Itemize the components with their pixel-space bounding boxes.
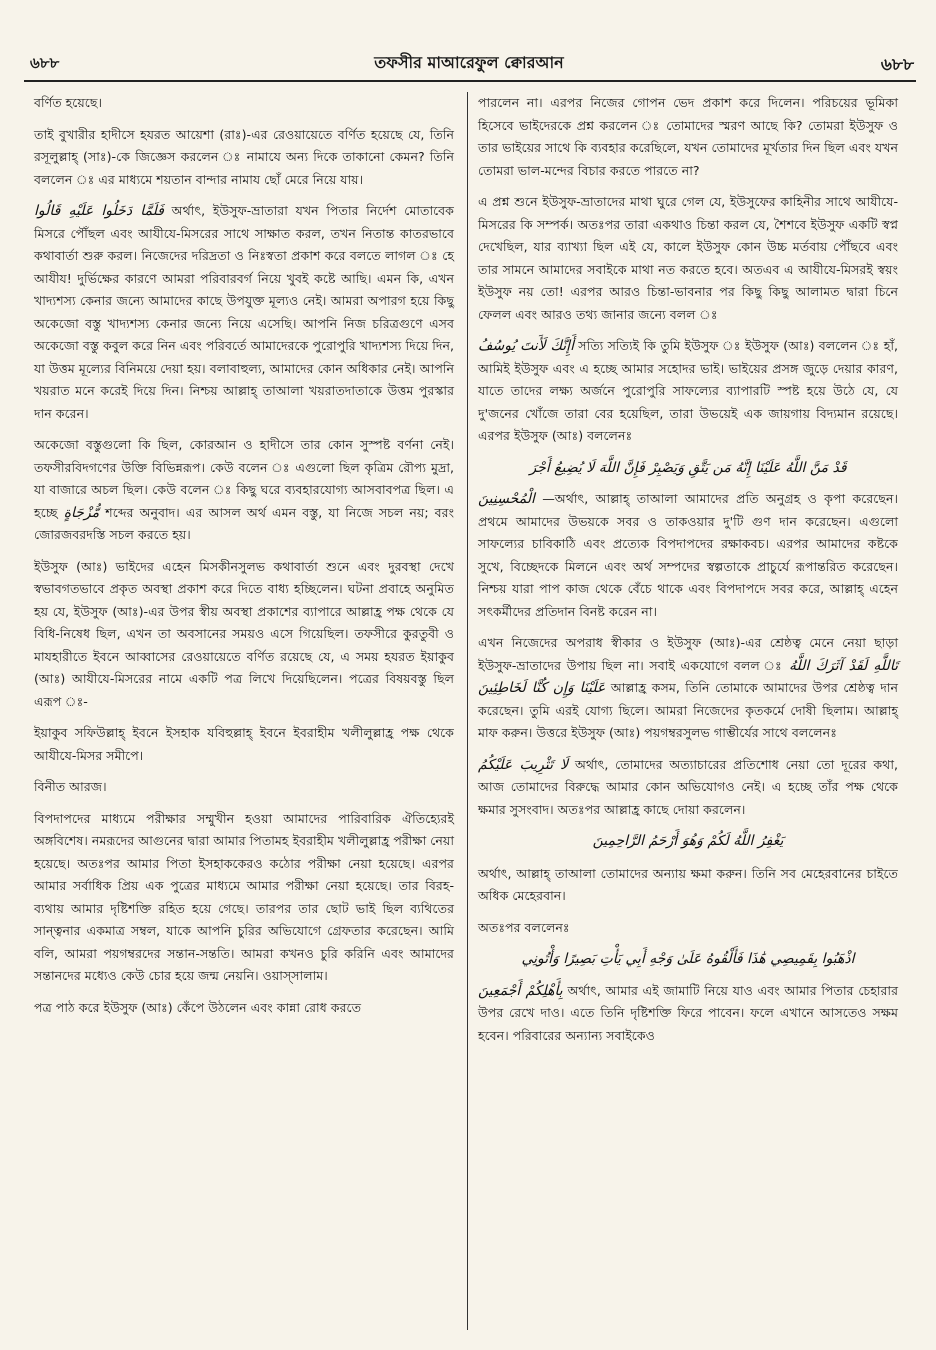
running-title: তফসীর মাআরেফুল ক্বোরআন (374, 53, 564, 72)
paragraph-text: শব্দের অনুবাদ। এর আসল অর্থ এমন বস্তু, যা নিজে সচল নয়; বরং জোরজবরদস্তি সচল করতে হয়। (34, 504, 454, 542)
arabic-verse: بِأَهْلِكُمْ أَجْمَعِينَ (478, 982, 563, 999)
paragraph: বিনীত আরজ। (34, 779, 107, 794)
paragraph: ইয়াকুব সফিউল্লাহ্ ইবনে ইসহাক যবিহুল্লাহ্ ইবনে ইবরাহীম খলীলুল্লাহ্র পক্ষ থেকে আযীযে-মিসর সমীপে। (34, 725, 454, 763)
paragraph: ইউসুফ (আঃ) ভাইদের এহেন মিসকীনসুলভ কথাবার্তা শুনে এবং দুরবস্থা দেখে স্বভাবগতভাবে প্রকৃত অবস্থা প্রকাশ করে দিতে বাধ্য হচ্ছিলেন। ঘটনা প্রবাহে অনুমিত হয় যে, ইউসুফ (আঃ)-এর উপর স্বীয় অবস্থা প্রকাশের ব্যাপারে আল্লাহ্র পক্ষ থেকে যে বিধি-নিষেধ ছিল, এখন তা অবসানের সময়ও এসে গিয়েছিল। তফসীরে কুরতুবী ও মাযহারীতে ইবনে আব্বাসের রেওয়ায়েতে বর্ণিত রয়েছে যে, এ সময় হযরত ইয়াকুব (আঃ) আযীযে-মিসরের নামে একটি পত্র লিখে দিয়েছিলেন। পত্রের বিষয়বস্তু ছিল এরূপ ঃ- (34, 558, 454, 709)
left-column (34, 92, 454, 1028)
paragraph-text: —অর্থাৎ, আল্লাহ্ তাআলা আমাদের প্রতি অনুগ্রহ ও কৃপা করেছেন। প্রথমে আমাদের উভয়কে সবর ও তাকওয়ার দু'টি গুণ দান করেছেন। এগুলো সাফল্যের চাবিকাঠি এবং প্রত্যেক বিপদাপদের রক্ষাকবচ। এরপর আমাদের কষ্টকে সুখে, বিচ্ছেদকে মিলনে এবং অর্থ সম্পদের স্বল্পতাকে প্রাচুর্যে রূপান্তরিত করেছেন। নিশ্চয় যারা পাপ কাজ থেকে বেঁচে থাকে এবং বিপদাপদে সবর করে, আল্লাহ্ এহেন সৎকর্মীদের প্রতিদান বিনষ্ট করেন না। (478, 491, 898, 619)
paragraph (34, 434, 454, 547)
paragraph: পত্র পাঠ করে ইউসুফ (আঃ) কেঁপে উঠলেন এবং কান্না রোধ করতে (34, 999, 362, 1015)
right-column (478, 92, 898, 1056)
paragraph-text: সত্যি সত্যিই কি তুমি ইউসুফ ঃ ইউসুফ (আঃ) বললেন ঃ হাঁ, আমিই ইউসুফ এবং এ হচ্ছে আমার সহোদর ভাই। ভাইয়ের প্রসঙ্গ জুড়ে দেয়ার কারণ, যাতে তাদের লক্ষ্য অর্জনে পুরোপুরি সাফল্যের ব্যাপারটি স্পষ্ট হয়ে উঠে যে, যে দু'জনের খোঁজে তারা বের হয়েছিল, তারা উভয়েই এক জায়গায় বিদ্যমান রয়েছে। এরপর ইউসুফ (আঃ) বললেনঃ (478, 338, 898, 443)
dua-line (478, 830, 898, 853)
arabic-verse: لَا تَثْرِيبَ عَلَيْكُمُ (478, 756, 569, 773)
paragraph (478, 335, 898, 448)
paragraph: বর্ণিত হয়েছে। (34, 95, 102, 110)
paragraph-text: অর্থাৎ, তোমাদের অত্যাচারের প্রতিশোধ নেয়া তো দূরের কথা, আজ তোমাদের বিরুদ্ধে আমার কোন অভিযোগও নেই। এ হচ্ছে তাঁর পক্ষ থেকে ক্ষমার সুসংবাদ। অতঃপর আল্লাহ্র কাছে দোয়া করলেন। (478, 756, 898, 817)
arabic-verse: الْمُحْسِنِينَ (478, 491, 535, 507)
paragraph: পারলেন না। এরপর নিজের গোপন ভেদ প্রকাশ করে দিলেন। পরিচয়ের ভূমিকা হিসেবে ভাইদেরকে প্রশ্ন করলেন ঃ তোমাদের স্মরণ আছে কি? তোমরা ইউসুফ ও তার ভাইয়ের সাথে কি ব্যবহার করেছিলে, যখন তোমাদের মূর্খতার দিন ছিল এবং যখন তোমরা ভাল-মন্দের বিচার করতে পারতে না? (478, 95, 898, 178)
paragraph-text: অর্থাৎ, ইউসুফ-ভ্রাতারা যখন পিতার নির্দেশ মোতাবেক মিসরে পৌঁছল এবং আযীযে-মিসরের সাথে সাক্ষাত করল, তখন নিতান্ত কাতরভাবে কথাবার্তা শুরু করল। নিজেদের দরিদ্রতা ও নিঃস্বতা প্রকাশ করে বলতে লাগল ঃ হে আযীয! দুর্ভিক্ষের কারণে আমরা পরিবারবর্গ নিয়ে খুবই কষ্টে আছি। এমন কি, এখন খাদ্যশস্য কেনার জন্যে আমাদের কাছে উপযুক্ত মূল্যও নেই। আমরা অপারগ হয়ে কিছু অকেজো বস্তু খাদ্যশস্য কেনার জন্যে নিয়ে এসেছি। আপনি নিজ চরিত্রগুণে এসব অকেজো বস্তু কবুল করে নিন এবং পরিবর্তে আমাদেরকে পুরোপুরি খাদ্যশস্য দিয়ে দিন, যা উত্তম মূল্যের বিনিময়ে দেয়া হয়। বলাবাহুল্য, আমাদের কোন অধিকার নেই। আপনি খয়রাত মনে করেই দিয়ে দিন। নিশ্চয় আল্লাহ্ তাআলা খয়রাতদাতাকে উত্তম পুরস্কার দান করেন। (34, 203, 454, 421)
paragraph: তাই বুখারীর হাদীসে হযরত আয়েশা (রাঃ)-এর রেওয়ায়েতে বর্ণিত হয়েছে যে, তিনি রসূলুল্লাহ্ (সাঃ)-কে জিজ্ঞেস করলেন ঃ নামাযে অন্য দিকে তাকানো কেমন? তিনি বললেন ঃ এর মাধ্যমে শয়তান বান্দার নামায ছোঁ মেরে নিয়ে যায়। (34, 126, 454, 187)
paragraph: অর্থাৎ, আল্লাহ্ তাআলা তোমাদের অন্যায় ক্ষমা করুন। তিনি সব মেহেরবানের চাইতে অধিক মেহেরবান। (478, 865, 898, 903)
arabic-quote-line (478, 948, 898, 971)
right-page-number: ৬৮৮ (880, 55, 914, 75)
arabic-verse: اذْهَبُوا بِقَمِيصِي هَٰذَا فَأَلْقُوهُ عَلَىٰ وَجْهِ أَبِي يَأْتِ بَصِيرًا وَأْتُونِي (521, 951, 855, 967)
arabic-verse: فَلَمَّا دَخَلُوا عَلَيْهِ قَالُوا (34, 203, 164, 219)
arabic-dua: يَغْفِرُ اللَّهُ لَكُمْ وَهُوَ أَرْحَمُ الرَّاحِمِينَ (592, 833, 784, 849)
paragraph (478, 754, 898, 822)
arabic-verse: أَإِنَّكَ لَأَنتَ يُوسُفُ (478, 338, 574, 354)
paragraph (478, 488, 898, 623)
page-header (24, 48, 914, 78)
arabic-word: مُّزْجَاةٍ (63, 504, 100, 521)
paragraph-text: অর্থাৎ, আমার এই জামাটি নিয়ে যাও এবং আমার পিতার চেহারার উপর রেখে দাও। এতে তিনি দৃষ্টিশক্তি ফিরে পাবেন। ফলে এখানে আসতেও সক্ষম হবেন। পরিবারের অন্যান্য সবাইকেও (478, 982, 899, 1043)
paragraph (478, 632, 898, 745)
arabic-verse: تَاللَّهِ لَقَدْ آثَرَكَ اللَّهُ عَلَيْنَا وَإِن كُنَّا لَخَاطِئِينَ (478, 657, 898, 696)
paragraph (34, 200, 454, 425)
paragraph: অতঃপর বললেনঃ (478, 919, 570, 935)
paragraph-text: অকেজো বস্তুগুলো কি ছিল, কোরআন ও হাদীসে তার কোন সুস্পষ্ট বর্ণনা নেই। তফসীরবিদগণের উক্তি বিভিন্নরূপ। কেউ বলেন ঃ এগুলো ছিল কৃত্রিম রৌপ্য মুদ্রা, যা বাজারে অচল ছিল। কেউ বলেন ঃ কিছু ঘরে ব্যবহারযোগ্য আসবাবপত্র ছিল। এ হচ্ছে (34, 437, 454, 520)
paragraph-text: আল্লাহ্র কসম, তিনি তোমাকে আমাদের উপর শ্রেষ্ঠত্ব দান করেছেন। তুমি এরই যোগ্য ছিলে। আমরা নিজেদের কৃতকর্মে দোষী ছিলাম। আল্লাহ্ মাফ করুন। উত্তরে ইউসুফ (আঃ) পয়গম্বরসুলভ গাম্ভীর্যের সাথে বললেনঃ (478, 680, 898, 740)
paragraph (478, 980, 898, 1048)
arabic-quote-line (478, 457, 898, 480)
arabic-verse: قَدْ مَنَّ اللَّهُ عَلَيْنَا إِنَّهُ مَن يَتَّقِ وَيَصْبِرْ فَإِنَّ اللَّهَ لَا يُضِيعُ أَجْرَ (529, 459, 847, 476)
paragraph-text: এখন নিজেদের অপরাধ স্বীকার ও ইউসুফ (আঃ)-এর শ্রেষ্ঠত্ব মেনে নেয়া ছাড়া ইউসুফ-ভ্রাতাদের উপায় ছিল না। সবাই একযোগে বলল ঃ (478, 635, 898, 673)
header-rule (24, 80, 916, 82)
column-divider (467, 92, 468, 1330)
paragraph: বিপদাপদের মাধ্যমে পরীক্ষার সম্মুখীন হওয়া আমাদের পারিবারিক ঐতিহ্যেরই অঙ্গবিশেষ। নমরূদের আগুনের দ্বারা আমার পিতামহ ইবরাহীম খলীলুল্লাহ্র পরীক্ষা নেয়া হয়েছে। অতঃপর আমার পিতা ইসহাককেরও কঠোর পরীক্ষা নেয়া হয়েছে। এরপর আমার সর্বাধিক প্রিয় এক পুত্রের মাধ্যমে আমার পরীক্ষা নেয়া হয়েছে। তার বিরহ-ব্যথায় আমার দৃষ্টিশক্তি রহিত হয়ে গেছে। তারপর তার ছোট ভাই ছিল ব্যথিতের সান্ত্বনার একমাত্র সম্বল, যাকে আপনি চুরির অভিযোগে গ্রেফতার করেছেন। আমি বলি, আমরা পয়গম্বরদের সন্তান-সন্ততি। আমরা কখনও চুরি করিনি এবং আমাদের সন্তানদের মধ্যেও কেউ চোর হয়ে জন্ম নেয়নি। ওয়াস্সালাম। (34, 810, 454, 983)
paragraph: এ প্রশ্ন শুনে ইউসুফ-ভ্রাতাদের মাথা ঘুরে গেল যে, ইউসুফের কাহিনীর সাথে আযীযে-মিসরের কি সম্পর্ক। অতঃপর তারা একথাও চিন্তা করল যে, শৈশবে ইউসুফ একটি স্বপ্ন দেখেছিল, যার ব্যাখ্যা ছিল এই যে, কালে ইউসুফ কোন উচ্চ মর্তবায় পৌঁছবে এবং তার সামনে আমাদের সবাইকে মাথা নত করতে হবে। অতএব এ আযীযে-মিসরই স্বয়ং ইউসুফ নয় তো! এরপর আরও চিন্তা-ভাবনার পর কিছু কিছু আলামত দ্বারা চিনে ফেলল এবং আরও তথ্য জানার জন্যে বলল ঃ (478, 194, 898, 322)
left-page-number: ৬৮৮ (30, 54, 60, 72)
